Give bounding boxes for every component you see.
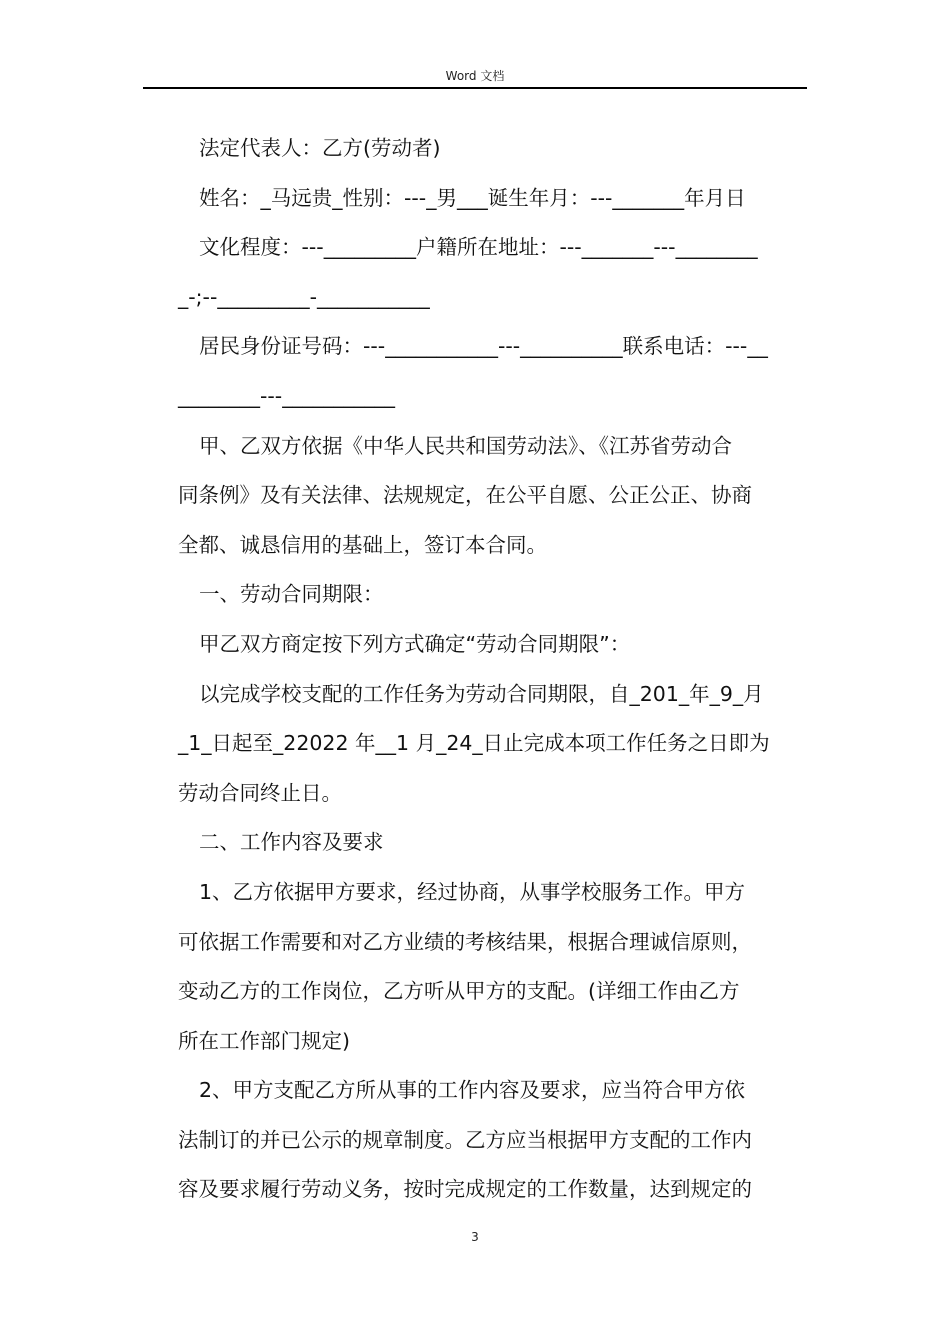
paragraph-line: 居民身份证号码：---___________---__________联系电话：---__: [199, 334, 768, 359]
page-header-title: Word 文档: [445, 69, 505, 83]
section-heading: 二、工作内容及要求: [199, 830, 384, 855]
paragraph-line: 姓名：_马远贵_性别：---_男___诞生年月：---_______年月日: [199, 185, 746, 210]
paragraph-line: 以完成学校支配的工作任务为劳动合同期限，自_201_年_9_月: [199, 681, 764, 706]
paragraph-line: 甲、乙双方依据《中华人民共和国劳动法》、《江苏省劳动合: [199, 433, 732, 458]
paragraph-line: 法制订的并已公示的规章制度。乙方应当根据甲方支配的工作内: [178, 1127, 752, 1152]
paragraph-line: 文化程度：---_________户籍所在地址：---_______---________: [199, 235, 758, 260]
paragraph-line: 甲乙双方商定按下列方式确定“劳动合同期限”：: [199, 631, 631, 656]
document-body: [178, 124, 802, 1215]
section-heading: 一、劳动合同期限：: [199, 582, 384, 607]
paragraph-line: 法定代表人：乙方(劳动者): [199, 136, 441, 160]
paragraph-line: _-;--_________-___________: [178, 284, 430, 309]
paragraph-line: 劳动合同终止日。: [178, 780, 342, 805]
paragraph-line: 全都、诚恳信用的基础上，签订本合同。: [178, 532, 547, 557]
paragraph-line: 所在工作部门规定): [178, 1028, 350, 1053]
paragraph-line: 2、甲方支配乙方所从事的工作内容及要求，应当符合甲方依: [199, 1078, 746, 1103]
paragraph-line: _1_日起至_22022 年__1 月_24_日止完成本项工作任务之日即为: [178, 731, 770, 756]
paragraph-line: 同条例》及有关法律、法规规定，在公平自愿、公正公正、协商: [178, 483, 752, 508]
paragraph-line: 1、乙方依据甲方要求，经过协商，从事学校服务工作。甲方: [199, 879, 746, 904]
paragraph-line: 变动乙方的工作岗位，乙方听从甲方的支配。(详细工作由乙方: [178, 979, 740, 1004]
paragraph-line: ________---___________: [178, 383, 395, 408]
paragraph-line: 容及要求履行劳动义务，按时完成规定的工作数量，达到规定的: [178, 1177, 752, 1202]
paragraph-line: 可依据工作需要和对乙方业绩的考核结果，根据合理诚信原则，: [178, 929, 752, 954]
page-number: 3: [471, 1230, 479, 1244]
header-divider: [143, 87, 807, 89]
